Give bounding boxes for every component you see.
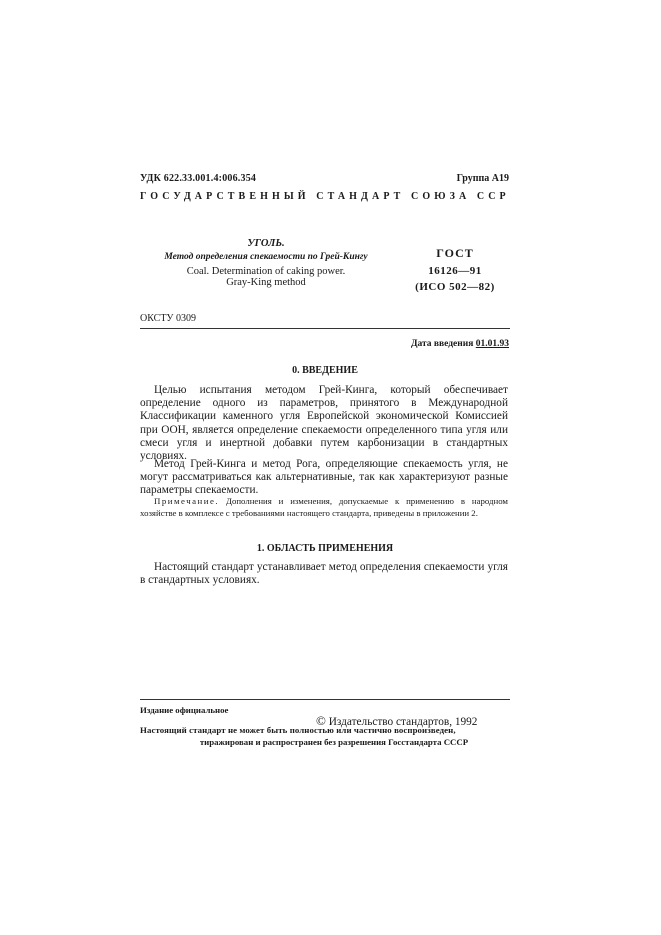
reproduction-notice-line1: Настоящий стандарт не может быть полностью или частично воспроизведен,	[140, 725, 456, 735]
standard-title: ГОСУДАРСТВЕННЫЙ СТАНДАРТ СОЮЗА ССР	[140, 191, 510, 202]
method-title-ru: Метод определения спекаемости по Грей-Кингу	[164, 252, 368, 262]
intro-paragraph-2	[140, 458, 508, 498]
effective-date	[411, 339, 509, 349]
scope-paragraph	[140, 561, 508, 587]
udk-code: УДК 622.33.001.4:006.354	[140, 173, 257, 184]
intro-paragraph-1	[140, 384, 508, 463]
note-text: Дополнения и изменения, допускаемые к применению в народном хозяйстве в комплексе с требованиями настоящего стандарта, приведены в приложении 2.	[140, 496, 508, 518]
method-title-en-line1: Coal. Determination of caking power.	[186, 266, 346, 277]
official-edition-label: Издание официальное	[140, 705, 229, 715]
group-code: Группа А19	[456, 173, 509, 184]
effective-date-label: Дата введения	[410, 339, 474, 349]
gost-number: 16126—91	[428, 265, 482, 277]
section-heading-introduction: 0. ВВЕДЕНИЕ	[292, 365, 358, 376]
method-title-en-line2: Gray-King method	[226, 277, 306, 288]
document-topic: УГОЛЬ.	[247, 238, 285, 249]
iso-number: (ИСО 502—82)	[415, 281, 495, 293]
intro-note	[140, 496, 508, 519]
okstu-code: ОКСТУ 0309	[140, 313, 197, 324]
reproduction-notice-line2: тиражирован и распространен без разрешения Госстандарта СССР	[199, 737, 469, 747]
note-label: Примечание.	[154, 496, 220, 506]
copyright-text: Издательство стандартов, 1992	[328, 716, 478, 728]
gost-label: ГОСТ	[436, 246, 474, 260]
intro-paragraph-2-text: Метод Грей-Кинга и метод Рога, определяющие спекаемость угля, не могут рассматриваться как альтернативные, так как характеризуют разные параметры спекаемости.	[140, 458, 508, 497]
footer-divider	[140, 699, 510, 700]
header-divider	[140, 328, 510, 329]
intro-paragraph-1-text: Целью испытания методом Грей-Кинга, который обеспечивает определение одного из параметров, принятого в Международной Классификации каменного угля Европейской экономической Комиссией при ООН, является определение спекаемости определенного типа угля или смеси угля и инертной добавки путем карбонизации в стандартных условиях.	[140, 384, 508, 463]
copyright-icon: ©	[316, 713, 326, 728]
effective-date-value: 01.01.93	[475, 339, 509, 349]
scope-paragraph-text: Настоящий стандарт устанавливает метод определения спекаемости угля в стандартных условиях.	[140, 561, 508, 587]
section-heading-scope: 1. ОБЛАСТЬ ПРИМЕНЕНИЯ	[256, 543, 394, 554]
